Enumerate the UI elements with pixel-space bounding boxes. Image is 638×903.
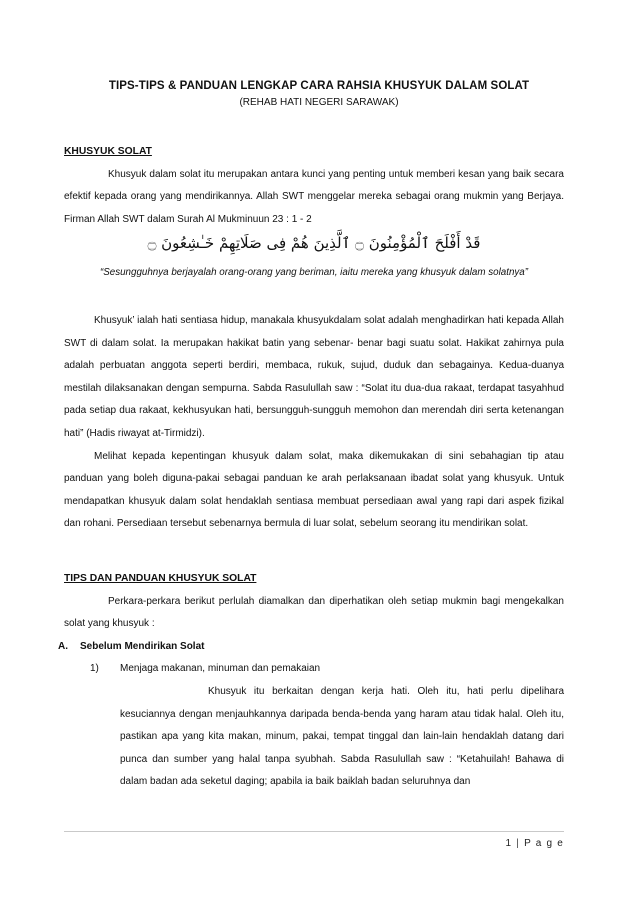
part-a-heading [58,636,564,659]
importance-paragraph: Melihat kepada kepentingan khusyuk dalam solat, maka dikemukakan di sini sebahagian tip atau panduan yang boleh diguna-pakai sebagai panduan ke arah perlaksanaan ibadat solat yang khusyuk. Untuk mendapatkan khusyuk dalam solat hendaklah sentiasa membuat persediaan awal yang rapi dari aspek fizikal dan rohani. Persediaan tersebut sebenarnya bermula di luar solat, sebelum seorang itu mendirikan solat. [64,450,564,530]
footer-divider [64,831,564,832]
section-heading: TIPS DAN PANDUAN KHUSYUK SOLAT [64,573,257,584]
document-title: TIPS-TIPS & PANDUAN LENGKAP CARA RAHSIA KHUSYUK DALAM SOLAT [108,80,530,92]
verse-translation: “Sesungguhnya berjayalah orang-orang yang beriman, iaitu mereka yang khusyuk dalam solatnya” [99,267,529,278]
list-item-text: Khusyuk itu berkaitan dengan kerja hati. Oleh itu, hati perlu dipelihara kesuciannya dengan menjauhkannya daripada benda-benda yang haram atau tidak halal. Oleh itu, pastikan apa yang kita makan, minum, pakai, tempat tinggal dan lain-lain hendaklah datang dari punca dan sumber yang halal tanpa syubhah. Sabda Rasulullah saw : “Ketahuilah! Bahawa di dalam badan ada seketul daging; apabila ia baik baiklah badan seluruhnya dan [120,685,564,788]
section-khusyuk-solat [64,141,564,231]
quran-verse: قَدْ أَفْلَحَ ٱلْمُؤْمِنُونَ ۝ ٱلَّذِينَ هُمْ فِى صَلَاتِهِمْ خَـٰشِعُونَ ۝ [147,234,481,252]
page-footer [506,838,564,849]
list-item-number: 1) [90,663,99,675]
section-heading: KHUSYUK SOLAT [64,146,152,157]
page-number: 1 [505,838,513,849]
section-tips [58,568,564,794]
page-label: P a g e [524,838,564,849]
khusyuk-definition-paragraph: Khusyuk’ ialah hati sentiasa hidup, manakala khusyukdalam solat adalah menghadirkan hati kepada Allah SWT di dalam solat. Ia merupakan hakikat batin yang sebenar- benar bagi suatu solat. Hakikat zahirnya pula adalah perbuatan anggota seperti berdiri, membaca, rukuk, sujud, duduk dan sebagainya. Kedua-duanya mestilah dilaksanakan dengan sempurna. Sabda Rasulullah saw : “Solat itu dua-dua rakaat, terdapat tasyahhud pada setiap dua rakaat, kekhusyukan hati, bersungguh-sungguh memohon dan merendah diri serta ketenangan hati” (Hadis riwayat at-Tirmidzi). [64,315,564,439]
list-item [64,658,564,681]
section-body [64,310,564,536]
list-item-title: Menjaga makanan, minuman dan pemakaian [120,663,321,675]
part-a-letter: A. [58,640,68,652]
tips-intro-paragraph: Perkara-perkara berikut perlulah diamalkan dan diperhatikan oleh setiap mukmin bagi mengekalkan solat yang khusyuk : [64,595,564,630]
list-item-body [64,681,564,794]
document-subtitle: (REHAB HATI NEGERI SARAWAK) [239,97,399,108]
intro-paragraph: Khusyuk dalam solat itu merupakan antara kunci yang penting untuk memberi kesan yang baik secara efektif kepada orang yang mendirikannya. Allah SWT menggelar mereka sebagai orang mukmin yang Berjaya. Firman Allah SWT dalam Surah Al Mukminuun 23 : 1 - 2 [64,168,564,225]
part-a-title: Sebelum Mendirikan Solat [80,640,205,652]
footer-separator: | [516,838,521,849]
